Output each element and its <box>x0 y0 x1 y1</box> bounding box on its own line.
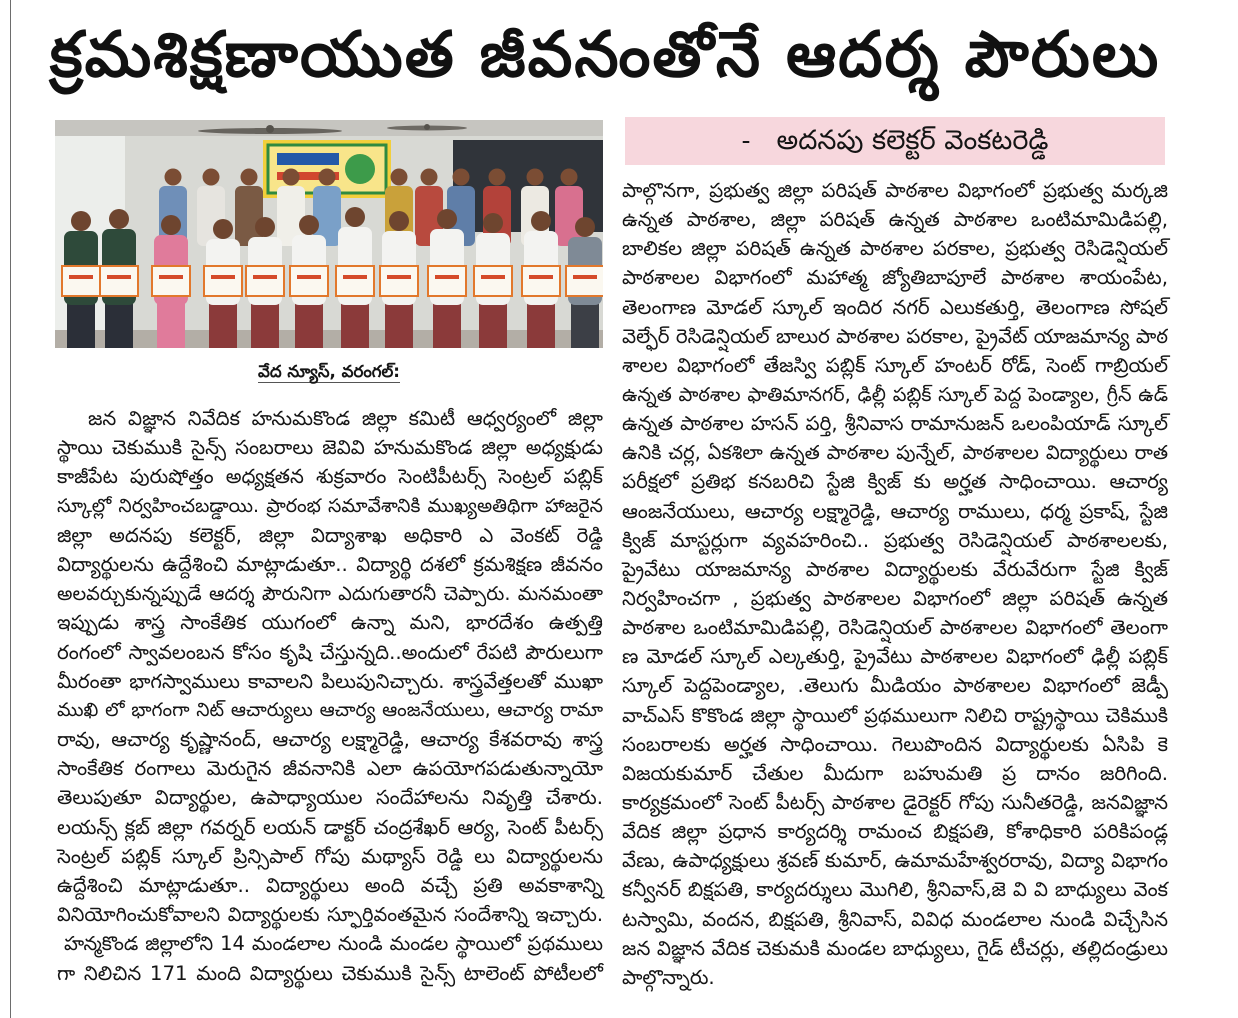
article-line: తెలుపుతూ విద్యార్థుల, ఉపాధ్యాయుల సందేహాలను నివృత్తి చేశారు. <box>57 786 603 810</box>
article-line: పాఠశాలల విభాగంలో మహాత్మ జ్యోతిబాపూలే పాఠశాల శాయంపేట, <box>622 266 1168 290</box>
adult-head <box>453 169 470 186</box>
student-trousers <box>527 303 555 348</box>
student-head <box>255 217 275 237</box>
adult-head <box>561 169 578 186</box>
article-line: విద్యార్థులను ఉద్దేశించి మాట్లాడుతూ.. విద్యార్థి దశలో క్రమశిక్షణ జీవనం <box>57 552 603 576</box>
article-paragraph <box>622 176 1168 992</box>
certificate <box>522 266 560 296</box>
student-trousers <box>157 303 185 348</box>
article-line: వేణు, ఉపాధ్యక్షులు శ్రవణ్ కుమార్, ఉమామహేశ్వరరావు, విద్యా విభాగం <box>622 849 1168 873</box>
certificate-seal-strip <box>253 275 277 279</box>
certificate <box>246 266 284 296</box>
article-line: నిర్వహించగా , ప్రభుత్వ పాఠశాలల విభాగంలో జిల్లా పరిషత్ ఉన్నత <box>622 586 1168 610</box>
article-line: వాచ్ఎస్ కొకొండ జిల్లా స్థాయిలో ప్రథములుగా నిలిచి రాష్ట్రస్థాయి చెకిముకి <box>622 703 1168 727</box>
certificate-seal-strip <box>107 275 131 279</box>
article-line: ఉద్దేశించి మాట్లాడుతూ.. విద్యార్థులు అంది వచ్చే ప్రతి అవకాశాన్ని <box>57 874 603 897</box>
article-line: కార్యక్రమంలో సెంట్ పీటర్స్ పాఠశాల డైరెక్టర్ గోపు సునీతరెడ్డి, జనవిజ్ఞాన <box>622 790 1168 814</box>
article-line: స్కూల్ పెద్దపెండ్యాల, .తెలుగు మీడియం పాఠశాలల విభాగంలో జెడ్పీ <box>622 674 1168 698</box>
adult-head <box>319 169 336 186</box>
article-line: జన విజ్ఞాన వేదిక చెకుమకి మండల బాధ్యులు, గైడ్ టీచర్లు, తల్లిదండ్రులు <box>622 936 1168 960</box>
certificate <box>62 266 100 296</box>
article-paragraph <box>57 404 603 929</box>
article-line: సంబరాలకు అర్హత సాధించాయి. గెలుపొందిన విద్యార్థులకు ఏసిపి కె <box>622 732 1168 756</box>
article-line: అలవర్చుకున్నప్పుడే ఆదర్శ పౌరునిగా ఎదుగుతారనీ చెప్పారు. మనమంతా <box>57 582 603 606</box>
student-head <box>213 219 233 239</box>
event-photo <box>55 120 603 348</box>
article-line: ణ మోడల్ స్కూల్ ఎల్కతుర్తి, ప్రైవేటు పాఠశాలల విభాగంలో ఢిల్లీ పబ్లిక్ <box>622 645 1168 669</box>
adult-head <box>165 169 182 186</box>
article-line: వినియోగించుకోవాలని విద్యార్థులకు స్ఫూర్తివంతమైన సందేశాన్ని ఇచ్చారు. <box>57 903 603 927</box>
student-head <box>531 211 551 231</box>
certificate <box>204 266 242 296</box>
student-head <box>575 217 595 237</box>
article-line: రంగంలో స్వావలంబన కోసం కృషి చేస్తున్నది..అందులో రేపటి పౌరులుగా <box>57 640 603 664</box>
fan-hub <box>266 125 274 133</box>
article-line: వేదిక జిల్లా ప్రధాన కార్యదర్శి రామంచ బిక్షపతి, కోశాధికారి పరికిపండ్ల <box>622 820 1168 844</box>
article-line: ఉనికి చర్ల, ఏకశిలా ఉన్నత పాఠశాల పున్నేల్, పాఠశాలల విద్యార్థులు రాత <box>622 441 1168 465</box>
adult-head <box>203 169 220 186</box>
article-line: క్విజ్ మాస్టర్లుగా వ్యవహరించి.. ప్రభుత్వ రెసిడెన్షియల్ పాఠశాలలకు, <box>622 528 1168 552</box>
photo-ceiling <box>55 120 603 136</box>
article-line: తెలంగాణ మోడల్ స్కూల్ ఇందిర నగర్ ఎలుకతుర్తి, తెలంగాణ సోషల్ <box>622 295 1168 319</box>
student-trousers <box>67 303 95 348</box>
certificate <box>336 266 374 296</box>
student-trousers <box>341 303 369 348</box>
article-line: స్థాయి చెకుముకి సైన్స్ సంబరాలు జెవివి హనుమకొండ జిల్లా అధ్యక్షుడు <box>57 436 603 460</box>
article-line: సాంకేతిక రంగాలు మెరుగైన జీవనానికి ఎలా ఉపయోగపడుతున్నాయో <box>57 757 603 781</box>
adult-head <box>489 169 506 186</box>
student-head <box>71 211 91 231</box>
student-trousers <box>209 303 237 348</box>
certificate-seal-strip <box>343 275 367 279</box>
article-line: హన్మకొండ జిల్లాలోని 14 మండలాల నుండి మండల స్థాయిలో ప్రథములు <box>64 932 603 956</box>
certificate <box>380 266 418 296</box>
certificate-seal-strip <box>211 275 235 279</box>
certificate <box>566 266 603 296</box>
certificate-seal-strip <box>159 275 183 279</box>
certificate <box>428 266 466 296</box>
adult-head <box>283 169 300 186</box>
article-line: సెంట్రల్ పబ్లిక్ స్కూల్ ప్రిన్సిపాల్ గోపు మథ్యాస్ రెడ్డి లు విద్యార్థులను <box>57 844 603 868</box>
article-line: శాలల విభాగంలో తేజస్వి పబ్లిక్ స్కూల్ హంటర్ రోడ్, సెంట్ గాబ్రియల్ <box>622 353 1168 377</box>
student-head <box>109 209 129 229</box>
article-line: పాల్గొన్నారు. <box>622 965 715 989</box>
certificate-seal-strip <box>435 275 459 279</box>
article-line: ముఖి లో భాగంగా నిట్ ఆచార్యులు ఆచార్య ఆంజనేయులు, ఆచార్య రామా <box>57 698 603 721</box>
student-trousers <box>433 303 461 348</box>
certificate <box>474 266 512 296</box>
article-line: జన విజ్ఞాన నివేదిక హనుమకొండ జిల్లా కమిటీ ఆధ్వర్యంలో జిల్లా <box>88 407 603 430</box>
article-column-right <box>622 176 1168 992</box>
page-edge-rule <box>10 0 11 1018</box>
article-line: టస్వామి, వందన, బిక్షపతి, శ్రీనివాస్, వివిధ మండలాల నుండి విచ్చేసిన <box>622 907 1168 931</box>
dateline <box>55 359 603 387</box>
article-line: స్కూల్లో నిర్వహించబడ్డాయి. ప్రారంభ సమావేశానికి ముఖ్యఅతిథిగా హాజరైన <box>57 494 603 517</box>
certificate <box>100 266 138 296</box>
article-line: కాజీపేట పురుషోత్తం అధ్యక్షతన శుక్రవారం సెంటిపీటర్స్ సెంట్రల్ పబ్లిక్ <box>57 465 603 489</box>
student-trousers <box>295 303 323 348</box>
student-head <box>161 215 181 235</box>
adult-head <box>421 169 438 186</box>
article-line: ప్రైవేటు యాజమాన్య పాఠశాల విద్యార్థులకు వేరువేరుగా స్టేజి క్విజ్ <box>622 557 1168 581</box>
student-head <box>389 211 409 231</box>
article-line: ఇప్పుడు శాస్త్ర సాంకేతిక యుగంలో ఉన్నా మని, భారదేశం ఉత్పత్తి <box>57 611 603 635</box>
student-figure <box>336 207 374 348</box>
photo-floor <box>55 330 603 348</box>
student-trousers <box>385 303 413 348</box>
article-line: లయన్స్ క్లబ్ జిల్లా గవర్నర్ లయన్ డాక్టర్ చంద్రశేఖర్ ఆర్య, సెంట్ పీటర్స్ <box>57 815 603 839</box>
article-line: విజయకుమార్ చేతుల మీదుగా బహుమతి ప్ర దానం జరిగింది. <box>622 761 1168 785</box>
subheading-byline: అదనపు కలెక్టర్ వెంకటరెడ్డి <box>776 125 1049 156</box>
banner-lettering-block <box>277 153 339 165</box>
student-head <box>299 215 319 235</box>
certificate-seal-strip <box>69 275 93 279</box>
student-trousers <box>479 303 507 348</box>
student-trousers <box>571 303 599 348</box>
article-line: రావు, ఆచార్య కృష్ణానంద్, ఆచార్య లక్ష్మారెడ్డి, ఆచార్య కేశవరావు శాస్త్ర <box>57 728 603 752</box>
article-line: పాల్గొనగా, ప్రభుత్వ జిల్లా పరిషత్ పాఠశాల విభాగంలో ప్రభుత్వ మర్కజి <box>622 179 1168 202</box>
certificate-seal-strip <box>297 275 321 279</box>
student-figure <box>428 209 466 348</box>
student-trousers <box>251 303 279 348</box>
subheading-dash: - <box>741 126 751 155</box>
certificate-seal-strip <box>387 275 411 279</box>
article-paragraph <box>57 929 603 987</box>
article-line: జిల్లా అదనపు కలెక్టర్, జిల్లా విద్యాశాఖ అధికారి ఎ వెంకట్ రెడ్డి <box>57 523 603 547</box>
certificate-seal-strip <box>529 275 553 279</box>
adult-head <box>527 169 544 186</box>
headline: క్రమశిక్షణాయుత జీవనంతోనే ఆదర్శ పౌరులు <box>49 18 1161 91</box>
article-line: మీరంతా భాగస్వాములు కావాలని పిలుపునిచ్చారు. శాస్త్రవేత్తలతో ముఖా <box>57 669 603 693</box>
dateline-text: వేద న్యూస్, వరంగల్: <box>258 362 400 381</box>
article-line: ఉన్నత పాఠశాల హసన్ పర్తి, శ్రీనివాస రామానుజన్ ఒలంపియాడ్ స్కూల్ <box>622 412 1168 436</box>
article-line: వెల్ఫేర్ రెసిడెన్షియల్ బాలుర పాఠశాల పరకాల, ప్రైవేట్ యాజమాన్య పాఠ <box>622 324 1168 348</box>
certificate-seal-strip <box>481 275 505 279</box>
adult-head <box>241 169 258 186</box>
article-line: ఆంజనేయులు, ఆచార్య లక్ష్మారెడ్డి, ఆచార్య రాములు, ధర్మ ప్రకాష్, స్టేజి <box>622 499 1168 523</box>
article-column-left <box>57 404 603 988</box>
certificate-seal-strip <box>573 275 597 279</box>
student-head <box>345 207 365 227</box>
banner-emblem <box>345 154 375 184</box>
student-head <box>437 209 457 229</box>
student-figure <box>100 209 138 348</box>
certificate <box>152 266 190 296</box>
article-line: బాలికల జిల్లా పరిషత్ ఉన్నత పాఠశాల పరకాల, ప్రభుత్వ రెసిడెన్షియల్ <box>622 237 1168 261</box>
fan-hub <box>424 124 430 130</box>
student-trousers <box>105 303 133 348</box>
article-line: ఉన్నత పాఠశాల, జిల్లా పరిషత్ ఉన్నత పాఠశాల ఒంటిమామిడిపల్లి, <box>622 208 1168 232</box>
adult-head <box>391 169 408 186</box>
article-line: ఉన్నత పాఠశాల ఫాతిమానగర్, ఢిల్లీ పబ్లిక్ స్కూల్ పెద్ద పెండ్యాల, గ్రీన్ ఉడ్ <box>622 382 1168 406</box>
certificate <box>290 266 328 296</box>
student-head <box>483 213 503 233</box>
article-line: కన్వీనర్ బిక్షపతి, కార్యదర్శులు మొగిలి, శ్రీనివాస్,జె వి వి బాధ్యులు వెంక <box>622 878 1168 902</box>
article-line: గా నిలిచిన 171 మంది విద్యార్థులు చెకుముకి సైన్స్ టాలెంట్ పోటీలలో <box>57 961 603 985</box>
article-line: పరీక్షలో ప్రతిభ కనబరిచి స్టేజి క్విజ్ కు అర్హత సాధించాయి. ఆచార్య <box>622 470 1168 494</box>
article-line: పాఠశాల ఒంటిమామిడిపల్లి, రెసిడెన్షియల్ పాఠశాలల విభాగంలో తెలంగా <box>622 616 1168 640</box>
subheading-box <box>625 117 1165 165</box>
